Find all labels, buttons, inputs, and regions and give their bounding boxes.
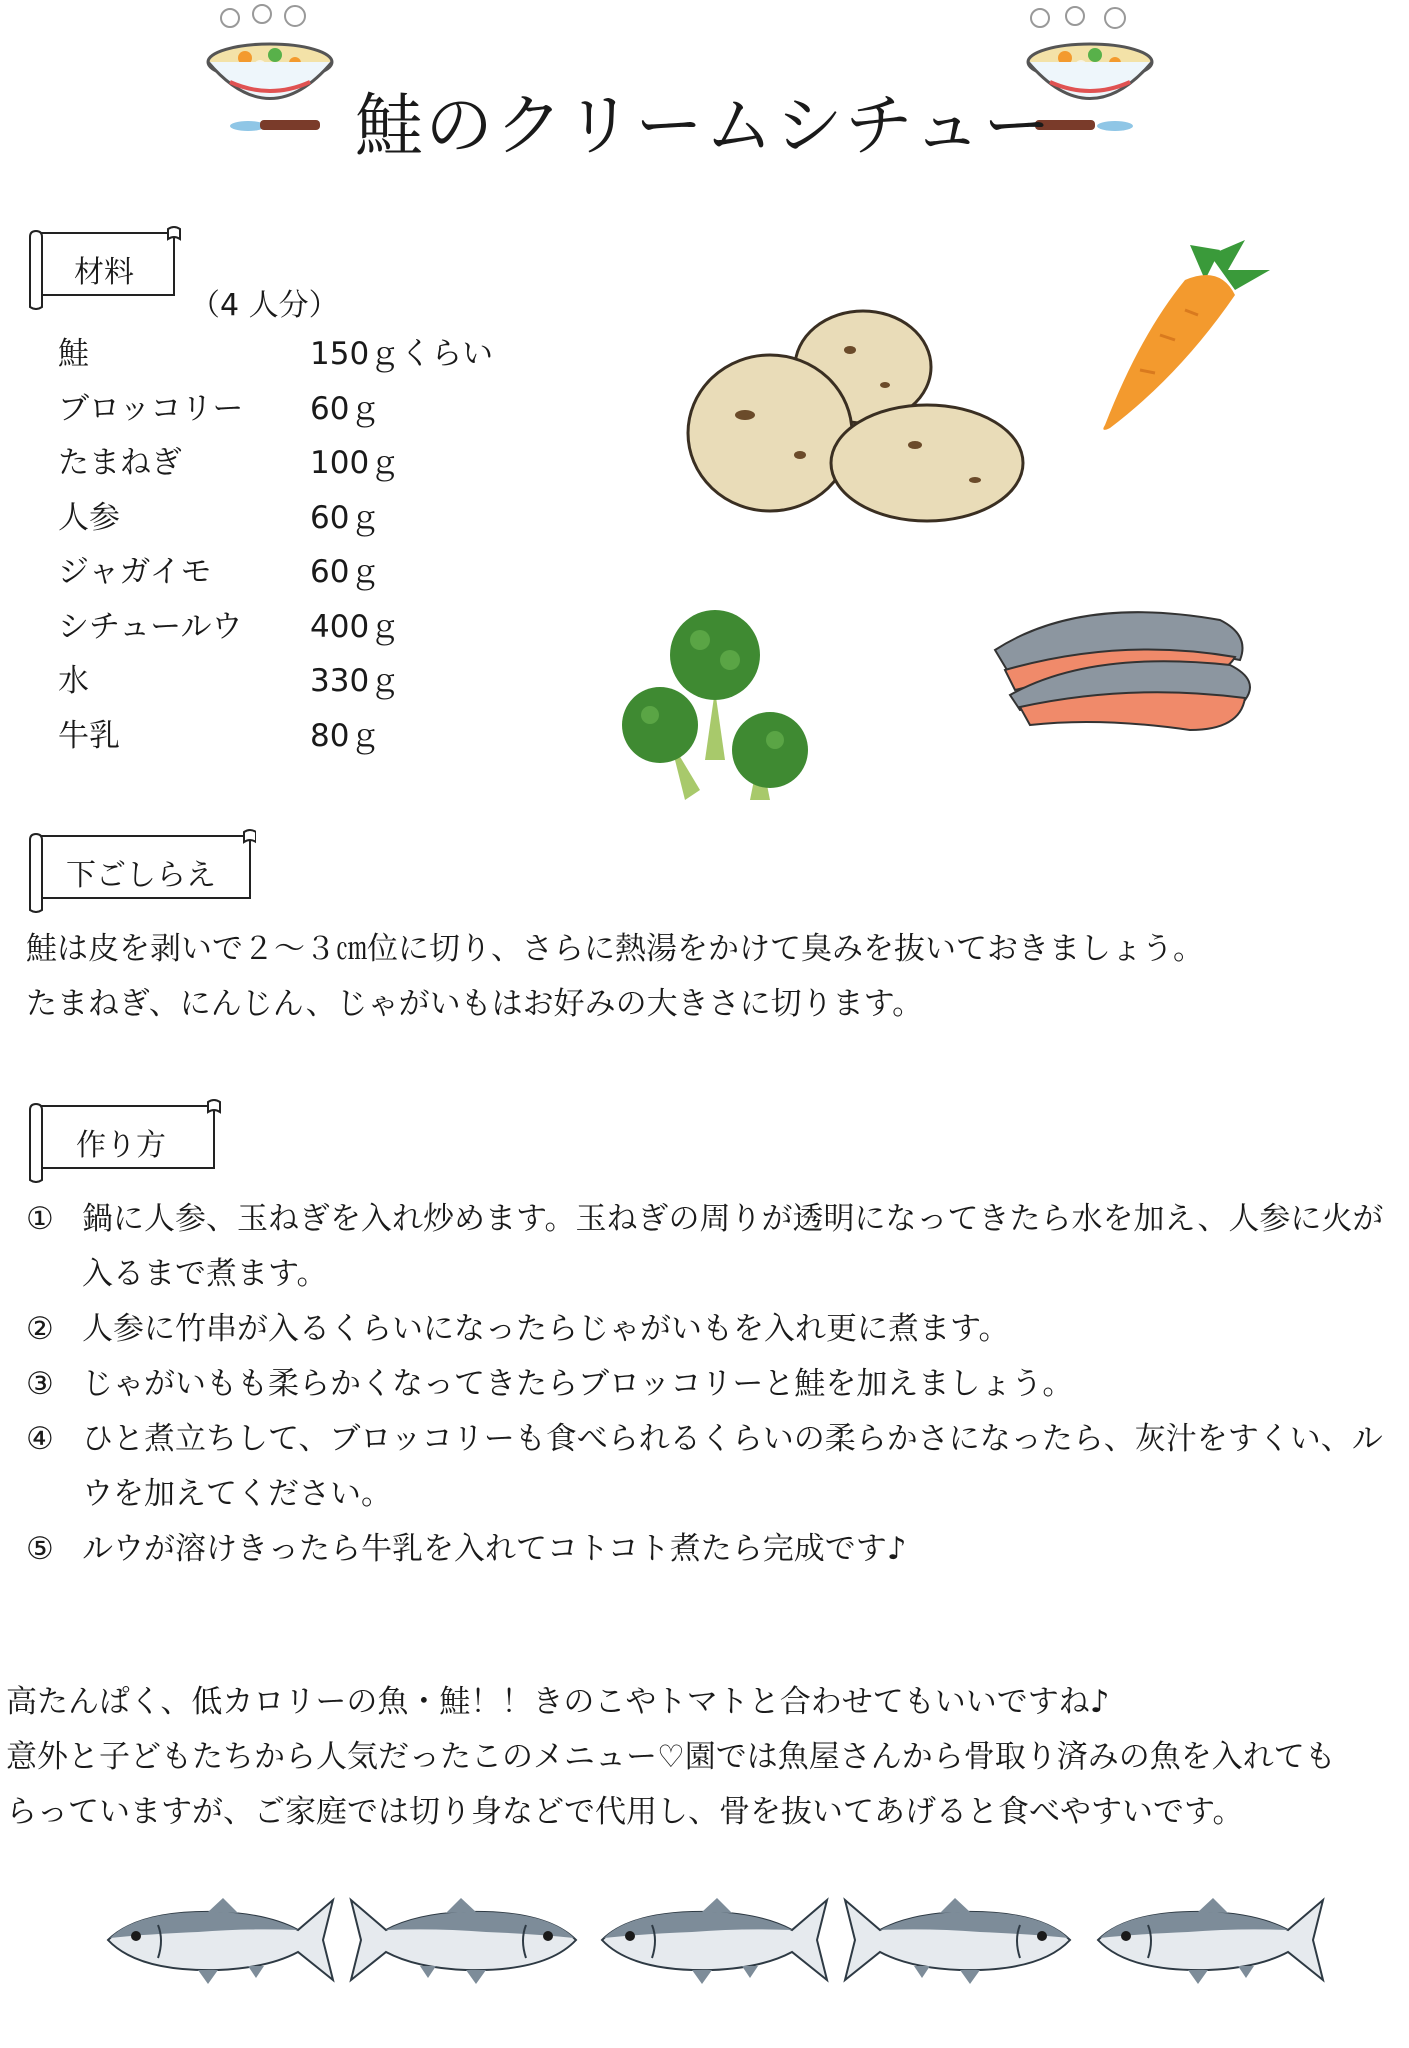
- ingredient-name: 水: [58, 663, 89, 699]
- step-text: じゃがいもも柔らかくなってきたらブロッコリーと鮭を加えましょう。: [82, 1366, 1074, 1402]
- ingredient-name: 牛乳: [58, 717, 120, 754]
- step-number: ④: [26, 1421, 54, 1457]
- method-steps: [26, 1192, 1392, 1577]
- step-number: ①: [26, 1201, 54, 1237]
- prep-text: [26, 922, 1204, 1032]
- section-label-prep: [26, 828, 256, 913]
- step-text: 人参に竹串が入るくらいになったらじゃがいもを入れ更に煮ます。: [82, 1311, 1010, 1347]
- section-label-text: 下ごしらえ: [66, 858, 216, 893]
- note-line: 高たんぱく、低カロリーの魚・鮭！！きのこやトマトと合わせてもいいですね♪: [6, 1684, 1110, 1720]
- prep-line: 鮭は皮を剥いで２～３㎝位に切り、さらに熱湯をかけて臭みを抜いておきましょう。: [26, 931, 1204, 967]
- step-text: 鍋に人参、玉ねぎを入れ炒めます。玉ねぎの周りが透明になってきたら水を加え、人参に火が入るまで煮ます。: [82, 1201, 1384, 1292]
- ingredient-amount: 60ｇ: [310, 499, 381, 536]
- salmon-fish-illustration: [592, 1880, 832, 2000]
- stew-bowl-icon-left: [200, 0, 350, 140]
- salmon-fish-illustration: [346, 1880, 586, 2000]
- carrot-illustration: [1070, 225, 1285, 435]
- ingredient-amount: 150ｇくらい: [310, 336, 494, 372]
- salmon-fish-border: [98, 1860, 1328, 2040]
- section-label-ingredients: [26, 225, 181, 310]
- ingredient-name: ジャガイモ: [58, 554, 212, 590]
- step-item: [26, 1357, 1392, 1412]
- ingredient-name: たまねぎ: [58, 445, 182, 481]
- ingredient-amount: 400ｇ: [310, 608, 401, 645]
- ingredient-amount: 60ｇ: [310, 390, 381, 427]
- note-line: 意外と子どもたちから人気だったこのメニュー♡園では魚屋さんから骨取り済みの魚を入れても: [6, 1739, 1336, 1775]
- step-number: ③: [26, 1366, 54, 1402]
- ingredient-name: シチュールウ: [58, 608, 243, 645]
- step-item: [26, 1412, 1392, 1522]
- ingredient-name: ブロッコリー: [58, 390, 244, 427]
- section-label-text: 材料: [74, 255, 134, 290]
- step-text: ひと煮立ちして、ブロッコリーも食べられるくらいの柔らかさになったら、灰汁をすくい、ルウを加えてください。: [82, 1421, 1383, 1512]
- broccoli-illustration: [610, 600, 825, 815]
- ingredient-amount: 60ｇ: [310, 554, 381, 590]
- step-text: ルウが溶けきったら牛乳を入れてコトコト煮たら完成です♪: [82, 1531, 907, 1567]
- ingredient-name: 人参: [58, 499, 120, 536]
- note-line: らっていますが、ご家庭では切り身などで代用し、骨を抜いてあげると食べやすいです。: [6, 1794, 1244, 1830]
- servings: （4 人分）: [190, 288, 339, 323]
- section-label-method: [26, 1098, 221, 1183]
- prep-line: たまねぎ、にんじん、じゃがいもはお好みの大きさに切ります。: [26, 986, 924, 1022]
- ingredient-amount: 100ｇ: [310, 445, 401, 481]
- salmon-fish-illustration: [98, 1880, 338, 2000]
- section-label-text: 作り方: [76, 1128, 166, 1163]
- step-item: [26, 1192, 1392, 1302]
- salmon-fish-illustration: [840, 1880, 1080, 2000]
- step-number: ⑤: [26, 1531, 54, 1567]
- salmon-fish-illustration: [1088, 1880, 1328, 2000]
- step-item: [26, 1302, 1392, 1357]
- salmon-fillet-illustration: [990, 595, 1265, 735]
- ingredient-amount: 330ｇ: [310, 663, 401, 699]
- step-item: [26, 1522, 1392, 1577]
- closing-note: [6, 1675, 1396, 1840]
- page-title: 鮭のクリームシチュー: [355, 87, 1053, 166]
- potato-illustration: [685, 305, 1025, 525]
- ingredient-name: 鮭: [58, 336, 89, 372]
- step-number: ②: [26, 1311, 54, 1347]
- ingredient-amount: 80ｇ: [310, 717, 381, 754]
